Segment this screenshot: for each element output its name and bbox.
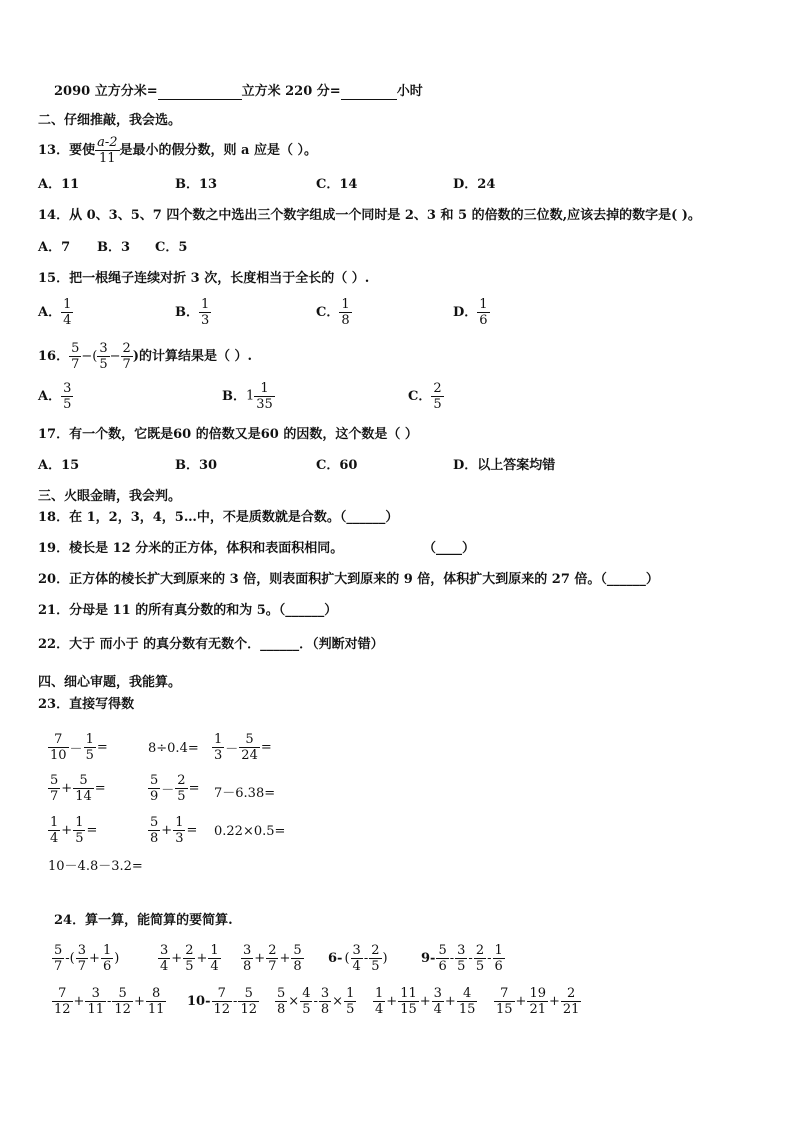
- fraction-denominator: 21: [529, 1002, 546, 1017]
- operator: ): [382, 951, 388, 966]
- option-fraction: [254, 381, 275, 412]
- fraction: [69, 341, 81, 372]
- question-18: 18．在 1，2，3，4，5…中，不是质数就是合数。（______）: [38, 510, 399, 525]
- operator: －: [161, 783, 175, 798]
- fraction-denominator: 6: [438, 959, 447, 974]
- top-line-c: 小时: [396, 84, 423, 99]
- fraction-denominator: 7: [54, 959, 63, 974]
- fraction-numerator: 5: [239, 732, 260, 748]
- fraction-denominator: 8: [243, 959, 252, 974]
- fraction-denominator: 8: [150, 831, 159, 846]
- fraction-denominator: 4: [63, 313, 72, 328]
- fraction-numerator: 3: [352, 943, 361, 958]
- operator: (: [344, 951, 350, 966]
- fraction-denominator: 5: [371, 959, 380, 974]
- operator: -: [449, 951, 455, 966]
- fraction-denominator: 5: [475, 959, 485, 974]
- q14-option-b[interactable]: B．3: [97, 240, 131, 255]
- q15-option-b[interactable]: [175, 297, 211, 328]
- fraction-numerator: 1: [254, 381, 275, 397]
- fraction-denominator: 11: [147, 1002, 165, 1017]
- fraction-numerator: 7: [212, 986, 233, 1002]
- fraction-numerator: 5: [277, 986, 286, 1001]
- option-label: D．: [453, 305, 478, 320]
- fraction-numerator: 1: [341, 297, 350, 312]
- fraction-denominator: 5: [99, 357, 108, 372]
- fraction: [101, 943, 113, 974]
- question-21: 21．分母是 11 的所有真分数的和为 5。（______）: [38, 603, 338, 618]
- fraction-numerator: 5: [112, 986, 133, 1002]
- fraction: [474, 943, 486, 974]
- fraction: [432, 986, 444, 1017]
- answer-blank[interactable]: [158, 87, 242, 100]
- fraction: [239, 732, 260, 763]
- question-19: [38, 541, 343, 557]
- question-16: [38, 341, 252, 372]
- answer-blank[interactable]: [341, 87, 397, 100]
- fraction-numerator: 3: [320, 986, 330, 1001]
- q19-text: 19．棱长是 12 分米的正方体，体积和表面积相同。: [38, 541, 344, 556]
- fraction-numerator: 1: [102, 943, 112, 958]
- option-label: C．: [316, 305, 340, 320]
- fraction-numerator: 1: [85, 732, 94, 747]
- fraction-denominator: 11: [87, 1002, 104, 1017]
- fraction-denominator: 12: [114, 1002, 131, 1017]
- fraction-numerator: 3: [99, 341, 108, 356]
- fraction-numerator: 2: [122, 341, 131, 356]
- fraction: [97, 341, 109, 372]
- operator: -: [363, 951, 369, 966]
- fraction-numerator: 5: [50, 773, 59, 788]
- q13-fraction: [95, 135, 119, 166]
- q15-option-c[interactable]: [316, 297, 352, 328]
- operator: -: [107, 994, 112, 1009]
- fraction-denominator: 8: [320, 1002, 330, 1017]
- fraction: [121, 341, 133, 372]
- fraction: [275, 986, 287, 1017]
- fraction-numerator: 3: [160, 943, 169, 958]
- operator: －: [69, 742, 83, 757]
- fraction-numerator: 1: [494, 943, 503, 958]
- option-label: C．: [408, 389, 432, 404]
- q17-option-d[interactable]: D．以上答案均错: [453, 458, 556, 473]
- operator: +: [171, 951, 183, 966]
- fraction-numerator: 1: [75, 815, 84, 830]
- fraction: [85, 986, 106, 1017]
- q23-item: [48, 773, 107, 804]
- mixed-whole: 1: [246, 388, 255, 404]
- fraction-numerator: 1: [210, 943, 219, 958]
- fraction-denominator: 15: [400, 1002, 417, 1017]
- fraction: [351, 943, 363, 974]
- q23-item: [212, 732, 273, 763]
- fraction: [561, 986, 582, 1017]
- fraction-denominator: 8: [341, 313, 350, 328]
- fraction-numerator: 8: [146, 986, 167, 1002]
- fraction-numerator: 4: [457, 986, 478, 1002]
- q16-option-c[interactable]: [408, 381, 444, 412]
- fraction: [73, 815, 85, 846]
- fraction-denominator: 35: [256, 397, 273, 412]
- option-fraction: [431, 381, 443, 412]
- q24-expr: [52, 986, 166, 1017]
- fraction: [212, 732, 224, 763]
- fraction-denominator: 21: [562, 1002, 580, 1017]
- option-label: B．: [175, 305, 199, 320]
- q13-prefix: 13．要使: [38, 143, 96, 158]
- fraction-numerator: 5: [54, 943, 63, 958]
- q24-expr: [373, 986, 477, 1017]
- fraction-numerator: 5: [293, 943, 302, 958]
- fraction-denominator: 7: [122, 357, 131, 372]
- fraction: [300, 986, 312, 1017]
- fraction-numerator: 1: [375, 986, 384, 1001]
- fraction: [48, 815, 60, 846]
- fraction-denominator: 4: [352, 959, 361, 974]
- fraction: [369, 943, 381, 974]
- question-23-title: 23．直接写得数: [38, 697, 135, 712]
- fraction: [175, 773, 187, 804]
- operator: ×: [332, 994, 344, 1009]
- operator: ×: [288, 994, 300, 1009]
- fraction-denominator: 5: [302, 1002, 311, 1017]
- section-4-heading: 四、细心审题，我能算。: [38, 675, 182, 690]
- fraction: [48, 773, 60, 804]
- operator: +: [549, 994, 560, 1009]
- operator: =: [94, 781, 106, 796]
- fraction-numerator: 1: [201, 297, 210, 312]
- fraction-denominator: 4: [433, 1002, 442, 1017]
- fraction: [76, 943, 88, 974]
- fraction-denominator: 4: [375, 1002, 384, 1017]
- operator: =: [96, 740, 108, 755]
- q23-item: 10－4.8－3.2=: [48, 859, 143, 874]
- fraction-numerator: 1: [175, 815, 184, 830]
- operator: -: [233, 994, 238, 1009]
- q24-expr: [420, 943, 505, 974]
- fraction: [493, 943, 505, 974]
- fraction-numerator: 3: [243, 943, 252, 958]
- q23-item: [48, 815, 98, 846]
- fraction: [241, 943, 253, 974]
- fraction-numerator: 4: [302, 986, 311, 1001]
- q24-expr: [275, 986, 356, 1017]
- fraction-numerator: 7: [52, 986, 73, 1002]
- option-fraction: [199, 297, 211, 328]
- section-2-heading: 二、仔细推敲，我会选。: [38, 113, 182, 128]
- operator: +: [279, 951, 291, 966]
- operator: +: [89, 951, 100, 966]
- fraction-numerator: 2: [371, 943, 380, 958]
- fraction-numerator: 1: [214, 732, 223, 747]
- operator: −(: [81, 349, 98, 364]
- operator: =: [86, 823, 98, 838]
- fraction-numerator: 3: [85, 986, 106, 1002]
- fraction-denominator: 5: [85, 748, 94, 763]
- fraction-numerator: 19: [529, 986, 546, 1001]
- fraction: [183, 943, 195, 974]
- operator: +: [161, 823, 173, 838]
- fraction: [112, 986, 133, 1017]
- fraction: [73, 773, 94, 804]
- operator: -: [487, 951, 492, 966]
- fraction-numerator: 7: [48, 732, 69, 748]
- operator: +: [254, 951, 266, 966]
- q16-option-a[interactable]: [38, 381, 73, 412]
- operator: －: [225, 742, 239, 757]
- fraction: [527, 986, 548, 1017]
- fraction-numerator: 5: [150, 815, 159, 830]
- fraction: [158, 943, 170, 974]
- fraction: [455, 943, 467, 974]
- top-line-a: 2090 立方分米=: [54, 84, 158, 99]
- fraction-denominator: 6: [479, 313, 488, 328]
- operator: =: [260, 740, 272, 755]
- question-14: 14．从 0、3、5、7 四个数之中选出三个数字组成一个同时是 2、3 和 5 的倍数的三位数,应该去掉的数字是( )。: [38, 208, 701, 223]
- option-label: A．: [38, 305, 62, 320]
- fraction: [344, 986, 356, 1017]
- fraction-denominator: 14: [75, 789, 92, 804]
- fraction-denominator: 8: [293, 959, 302, 974]
- fraction-denominator: 8: [277, 1002, 286, 1017]
- option-fraction: [61, 381, 73, 412]
- section-3-heading: 三、火眼金睛，我会判。: [38, 489, 182, 504]
- fraction: [238, 986, 259, 1017]
- option-label: A．: [38, 389, 62, 404]
- fraction-numerator: 5: [238, 986, 259, 1002]
- fraction-numerator: 2: [185, 943, 194, 958]
- q23-item: [48, 732, 109, 763]
- fraction-denominator: 24: [241, 748, 258, 763]
- q13-option-b[interactable]: B．13: [175, 177, 218, 192]
- operator: +: [515, 994, 527, 1009]
- q17-option-a[interactable]: A．15: [38, 458, 80, 473]
- fraction-numerator: 2: [561, 986, 582, 1002]
- q23-item: 7－6.38=: [214, 786, 276, 801]
- fraction-denominator: 12: [213, 1002, 231, 1017]
- q23-item: 0.22×0.5=: [214, 824, 286, 839]
- fraction: [173, 815, 185, 846]
- fraction: [208, 943, 220, 974]
- q24-expr: [158, 943, 221, 974]
- operator: +: [61, 781, 73, 796]
- operator: +: [73, 994, 85, 1009]
- fraction-denominator: 5: [63, 397, 72, 412]
- fraction-denominator: 10: [50, 748, 67, 763]
- fraction: [494, 986, 515, 1017]
- fraction-denominator: 3: [175, 831, 184, 846]
- q24-expr: [241, 943, 304, 974]
- q24-expr: [327, 943, 389, 974]
- option-fraction: [477, 297, 489, 328]
- fraction-denominator: 4: [160, 959, 169, 974]
- q24-expr: [186, 986, 259, 1017]
- fraction: [373, 986, 385, 1017]
- fraction-denominator: 4: [50, 831, 59, 846]
- option-fraction: [339, 297, 351, 328]
- q23-item: [148, 815, 198, 846]
- operator: -: [468, 951, 473, 966]
- fraction-denominator: 9: [150, 789, 159, 804]
- fraction-denominator: 5: [177, 789, 186, 804]
- fraction-numerator: 1: [50, 815, 59, 830]
- fraction-numerator: 3: [457, 943, 466, 958]
- fraction-denominator: 6: [102, 959, 112, 974]
- operator: −: [109, 349, 121, 364]
- fraction: [84, 732, 96, 763]
- fraction-denominator: 7: [268, 959, 277, 974]
- fraction: [148, 773, 160, 804]
- fraction-denominator: 5: [346, 1002, 355, 1017]
- fraction: [398, 986, 419, 1017]
- fraction-numerator: 5: [73, 773, 94, 789]
- fraction-numerator: 11: [400, 986, 417, 1001]
- question-13: [38, 135, 317, 166]
- operator: +: [419, 994, 431, 1009]
- question-17: 17．有一个数，它既是60 的倍数又是60 的因数，这个数是（ ）: [38, 427, 418, 442]
- fraction-denominator: 12: [240, 1002, 257, 1017]
- operator: =: [188, 781, 200, 796]
- fraction-numerator: 5: [438, 943, 447, 958]
- fraction: [436, 943, 448, 974]
- fraction-numerator: 3: [63, 381, 72, 396]
- fraction-numerator: 1: [63, 297, 72, 312]
- fraction-denominator: 5: [457, 959, 466, 974]
- fraction: [52, 943, 64, 974]
- fraction-numerator: 7: [494, 986, 515, 1002]
- q13-option-a[interactable]: A．11: [38, 177, 80, 192]
- q13-option-c[interactable]: C．14: [316, 177, 358, 192]
- fraction-numerator: 5: [150, 773, 159, 788]
- operator: 6-: [328, 951, 343, 966]
- q15-option-d[interactable]: [453, 297, 490, 328]
- fraction-denominator: 15: [496, 1002, 513, 1017]
- fraction-numerator: 2: [268, 943, 277, 958]
- operator: -(: [65, 951, 75, 966]
- option-fraction: [61, 297, 73, 328]
- fraction-denominator: 11: [99, 151, 116, 166]
- q13-option-d[interactable]: D．24: [453, 177, 496, 192]
- q16-suffix: )的计算结果是（ ）.: [132, 349, 253, 364]
- operator: 10-: [187, 994, 211, 1009]
- question-15: 15．把一根绳子连续对折 3 次，长度相当于全长的（ ）.: [38, 271, 370, 286]
- q24-expr: [52, 943, 120, 974]
- q14-option-a[interactable]: A．7: [38, 240, 71, 255]
- fraction: [146, 986, 167, 1017]
- fraction-denominator: 5: [433, 397, 442, 412]
- top-line: [54, 84, 423, 100]
- operator: 9-: [421, 951, 436, 966]
- fraction: [266, 943, 278, 974]
- fraction-numerator: a-2: [97, 135, 118, 150]
- fraction-numerator: 1: [479, 297, 488, 312]
- q14-option-c[interactable]: C．5: [155, 240, 188, 255]
- q16-option-b[interactable]: [222, 381, 275, 412]
- q24-expr: [494, 986, 581, 1017]
- top-line-b: 立方米 220 分=: [241, 84, 341, 99]
- q16-label: 16．: [38, 349, 70, 364]
- q23-item: 8÷0.4=: [148, 741, 199, 756]
- fraction-denominator: 12: [54, 1002, 71, 1017]
- fraction: [291, 943, 303, 974]
- operator: -: [313, 994, 318, 1009]
- q13-suffix: 是最小的假分数，则 a 应是（ ）。: [119, 143, 318, 158]
- q23-item: [148, 773, 200, 804]
- fraction-numerator: 2: [433, 381, 442, 396]
- fraction-denominator: 5: [75, 831, 84, 846]
- fraction: [212, 986, 233, 1017]
- operator: +: [196, 951, 208, 966]
- fraction: [457, 986, 478, 1017]
- fraction-numerator: 3: [77, 943, 87, 958]
- operator: +: [61, 823, 73, 838]
- fraction-denominator: 7: [71, 357, 80, 372]
- fraction-denominator: 15: [458, 1002, 476, 1017]
- fraction-numerator: 2: [177, 773, 186, 788]
- fraction-denominator: 3: [214, 748, 223, 763]
- fraction-numerator: 2: [475, 943, 485, 958]
- fraction-denominator: 7: [50, 789, 59, 804]
- operator: +: [133, 994, 145, 1009]
- operator: +: [444, 994, 456, 1009]
- fraction-denominator: 7: [77, 959, 87, 974]
- question-22: 22．大于 而小于 的真分数有无数个．______．（判断对错）: [38, 637, 384, 652]
- question-24-title: 24．算一算，能简算的要简算.: [54, 913, 233, 928]
- fraction-denominator: 3: [201, 313, 210, 328]
- fraction-numerator: 3: [433, 986, 442, 1001]
- q19-answer-mark[interactable]: （____）: [423, 541, 476, 556]
- fraction: [52, 986, 73, 1017]
- fraction-numerator: 5: [71, 341, 80, 356]
- fraction-denominator: 5: [185, 959, 194, 974]
- fraction-denominator: 6: [494, 959, 503, 974]
- fraction-denominator: 4: [210, 959, 219, 974]
- q17-option-b[interactable]: B．30: [175, 458, 218, 473]
- fraction-numerator: 1: [346, 986, 355, 1001]
- option-label: B．: [222, 389, 246, 404]
- operator: +: [386, 994, 398, 1009]
- fraction: [148, 815, 160, 846]
- question-20: 20．正方体的棱长扩大到原来的 3 倍，则表面积扩大到原来的 9 倍，体积扩大到原来的 27 倍。（______）: [38, 572, 659, 587]
- operator: ): [114, 951, 120, 966]
- q17-option-c[interactable]: C．60: [316, 458, 358, 473]
- fraction: [48, 732, 69, 763]
- operator: =: [186, 823, 198, 838]
- fraction: [319, 986, 331, 1017]
- q15-option-a[interactable]: [38, 297, 73, 328]
